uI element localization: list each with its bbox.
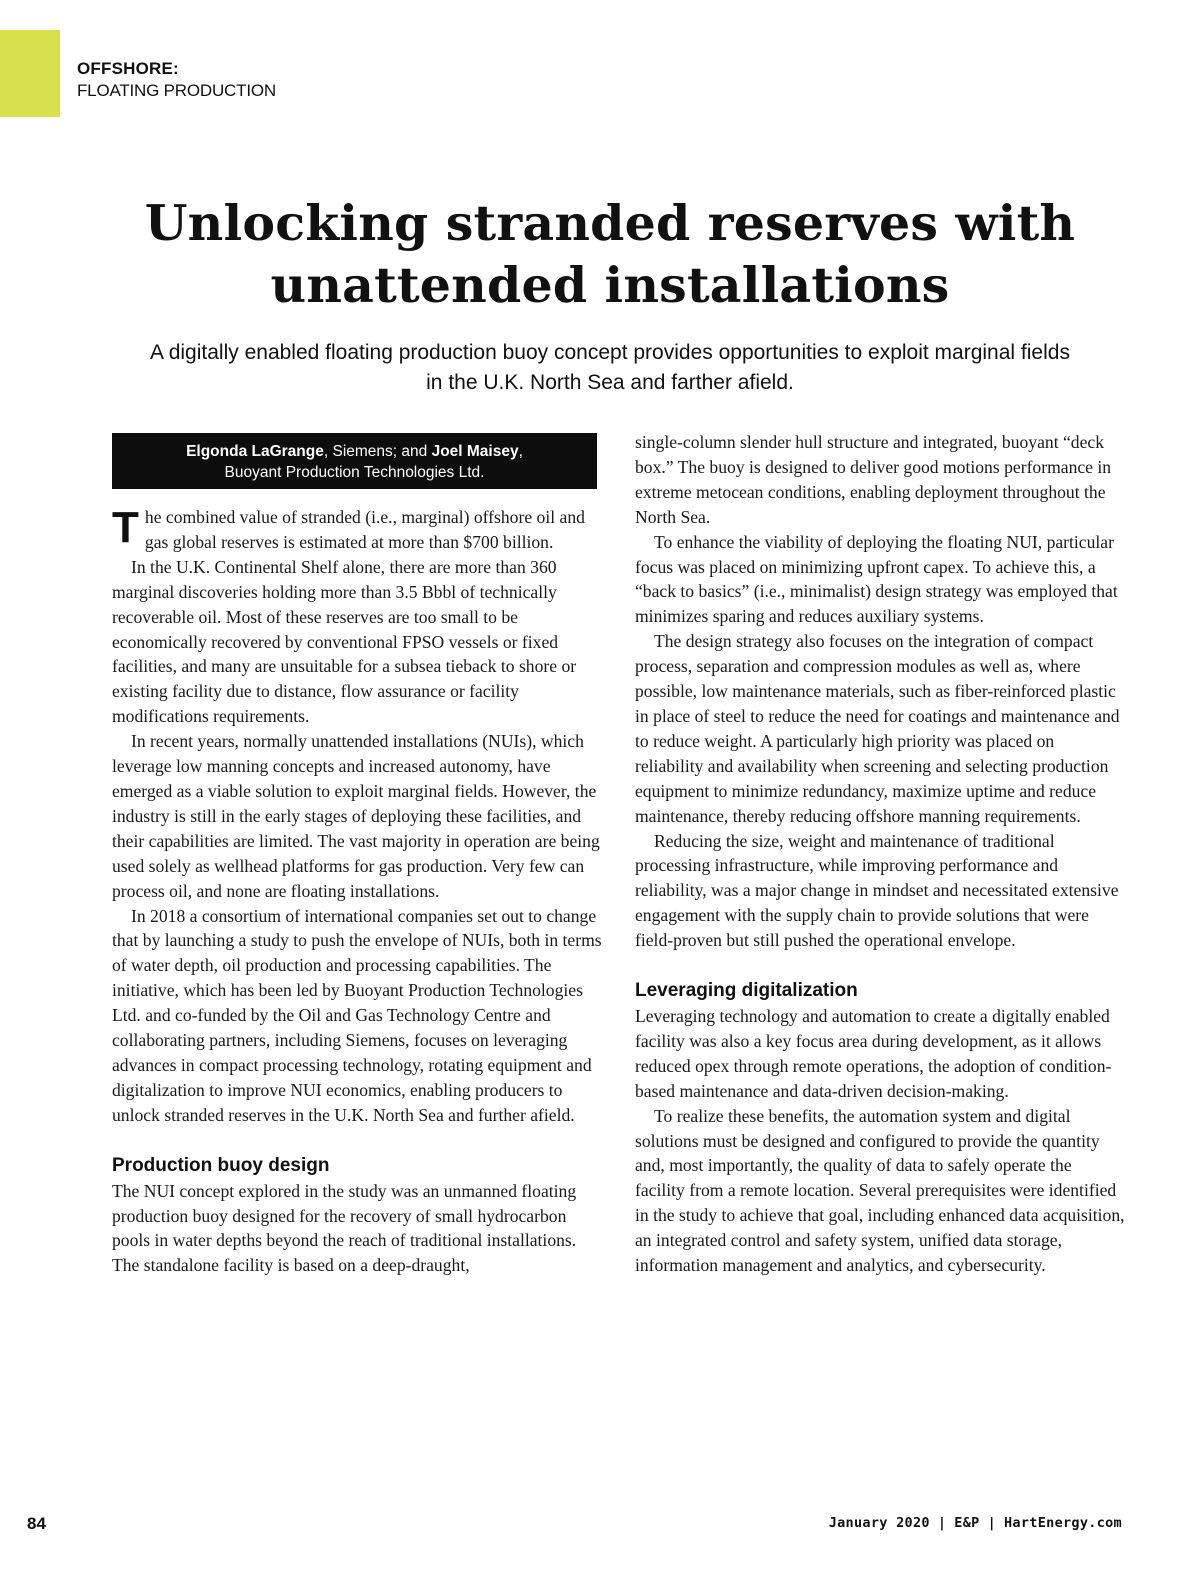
body-paragraph: To realize these benefits, the automation system and digital solutions must be designed and configured to provide the quantity and, most importantly, the quality of data to safely operate the facility from a remote location. Several prerequisites were identified in the study to achieve that goal, including enhanced data acquisition, an integrated control and safety system, unified data storage, information management and analytics, and cybersecurity. xyxy=(635,1105,1125,1276)
section-label xyxy=(77,58,276,102)
footer-separator: | xyxy=(987,1515,996,1531)
body-paragraph: Leveraging technology and automation to create a digitally enabled facility was also a key focus area during development, as it allows reduced opex through remote operations, the adoption of condition-based maintenance and data-driven decision-making. xyxy=(635,1006,1112,1101)
body-paragraph: Reducing the size, weight and maintenance of traditional processing infrastructure, while improving performance and reliability, was a major change in mindset and necessitated extensive engagement with the supply chain to provide solutions that were field-proven but still pushed the operational envelope. xyxy=(635,830,1119,951)
byline-box xyxy=(112,433,597,489)
body-paragraph: The design strategy also focuses on the integration of compact process, separation and compression modules as well as, where possible, low maintenance materials, such as fiber-reinforced plastic in place of steel to reduce the need for coatings and maintenance and to reduce weight. A particularly high priority was placed on reliability and availability when screening and selecting production equipment to minimize redundancy, maximize uptime and reduce maintenance, thereby reducing offshore manning requirements. xyxy=(635,631,1120,826)
body-paragraph: In 2018 a consortium of international companies set out to change that by launching a study to push the envelope of NUIs, both in terms of water depth, oil production and processing capabilities. The initiative, which has been led by Buoyant Production Technologies Ltd. and co-funded by the Oil and Gas Technology Centre and collaborating partners, including Siemens, focuses on leveraging advances in compact processing technology, rotating equipment and digitalization to improve NUI economics, enabling producers to unlock stranded reserves in the U.K. North Sea and further afield. xyxy=(112,905,602,1125)
issue-date: January 2020 xyxy=(828,1515,930,1531)
drop-cap: T xyxy=(112,503,139,552)
article-standfirst: A digitally enabled floating production buoy concept provides opportunities to exploit marginal fields in the U.K. North Sea and farther afield. xyxy=(150,341,1070,394)
subsection-name: FLOATING PRODUCTION xyxy=(77,81,276,100)
byline-comma: , xyxy=(518,443,523,460)
section-name: OFFSHORE: xyxy=(77,59,179,78)
publication-name: E&P xyxy=(954,1515,980,1531)
website-link[interactable]: HartEnergy.com xyxy=(1004,1515,1122,1531)
body-paragraph: In the U.K. Continental Shelf alone, there are more than 360 marginal discoveries holding more than 3.5 Bbbl of technically recoverable oil. Most of these reserves are too small to be economically recovered by conventional FPSO vessels or fixed facilities, and many are unsuitable for a subsea tieback to shore or existing facility due to distance, flow assurance or facility modifications requirements. xyxy=(112,556,577,727)
section-subhead: Production buoy design xyxy=(112,1154,330,1176)
page-number: 84 xyxy=(27,1514,46,1533)
body-paragraph: single-column slender hull structure and integrated, buoyant “deck box.” The buoy is designed to deliver good motions performance in extreme metocean conditions, enabling deployment throughout the North Sea. xyxy=(635,432,1112,527)
author-affiliation: , Siemens; and xyxy=(323,443,432,460)
body-paragraph: The combined value of stranded (i.e., marginal) offshore oil and gas global reserves is estimated at more than $700 billion. xyxy=(112,503,585,552)
article-column-right xyxy=(635,430,1125,1278)
section-color-tab xyxy=(0,30,60,117)
page-footer xyxy=(829,1515,1122,1531)
body-paragraph: In recent years, normally unattended installations (NUIs), which leverage low manning concepts and increased autonomy, have emerged as a viable solution to exploit marginal fields. However, the industry is still in the early stages of deploying these facilities, and their capabilities are limited. The vast majority in operation are being used solely as wellhead platforms for gas production. Very few can process oil, and none are floating installations. xyxy=(112,731,600,901)
body-paragraph: To enhance the viability of deploying the floating NUI, particular focus was placed on minimizing upfront capex. To achieve this, a “back to basics” (i.e., minimalist) design strategy was employed that minimizes sparing and reduces auxiliary systems. xyxy=(635,531,1118,627)
byline-line-2: Buoyant Production Technologies Ltd. xyxy=(224,464,485,481)
author-name: Joel Maisey xyxy=(431,443,519,460)
article-title: Unlocking stranded reserves with unattended installations xyxy=(144,194,1076,314)
body-paragraph: The NUI concept explored in the study was an unmanned floating production buoy designed for the recovery of small hydrocarbon pools in water depths beyond the reach of traditional installations. The standalone facility is based on a deep-draught, xyxy=(112,1180,577,1276)
section-subhead: Leveraging digitalization xyxy=(635,980,858,1002)
footer-separator: | xyxy=(937,1515,947,1531)
author-name: Elgonda LaGrange xyxy=(186,443,324,460)
article-column-left xyxy=(112,505,602,1278)
byline-line-1 xyxy=(112,441,597,462)
